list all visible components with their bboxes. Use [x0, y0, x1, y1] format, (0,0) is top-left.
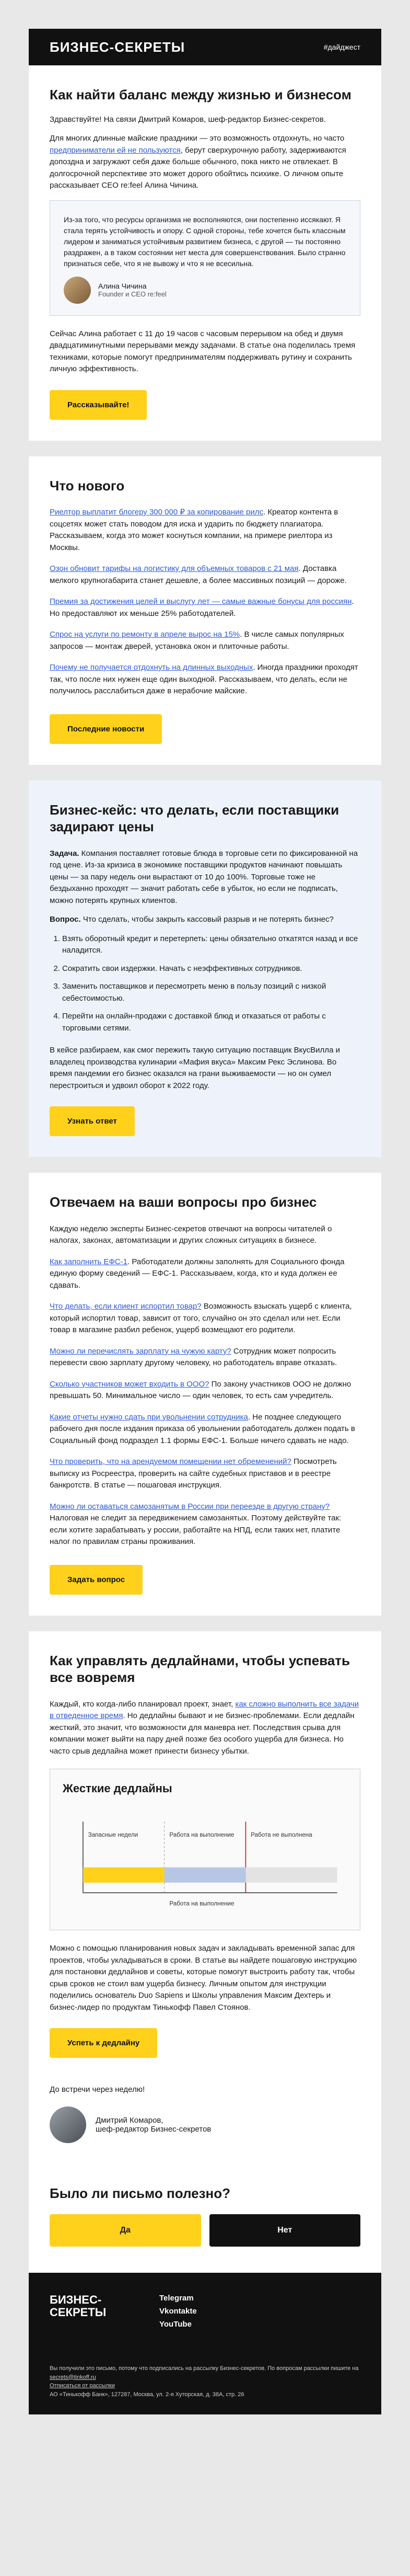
- case-option: 2. Сократить свои издержки. Начать с неэффективных сотрудников.: [62, 963, 360, 975]
- case-section: [29, 781, 381, 1158]
- intro-paragraph: Для многих длинные майские праздники — это возможность отдохнуть, но часто предприниматели ей не пользуются, берут сверхурочную работу, задерживаются допоздна и загружают себя даже больше обычного, пока никто не отвлекает. В долгосрочной перспективе это может дорого обойтись психике. О личном опыте рассказывает CEO re:feel Алина Чичина.: [50, 134, 346, 190]
- editor-name: Дмитрий Комаров,: [96, 2115, 163, 2125]
- news-item: Премия за достижения целей и выслугу лет — самые важные бонусы для россиян. Но предоставляют их меньше 25% работодателей.: [50, 597, 354, 618]
- qa-item: Что проверить, что на арендуемом помещении нет обременений? Посмотреть выписку из Росреестра, проверить на сайте судебных приставов и в реестре банкротств. В статье — пошаговая инструкция.: [50, 1457, 337, 1490]
- editor-signature: [50, 2106, 360, 2143]
- deadlines-section: [29, 1631, 381, 2079]
- case-option: 1. Взять оборотный кредит и перетерпеть: цены обязательно откатятся назад и все наладится.: [62, 933, 360, 957]
- telegram-link[interactable]: Telegram: [159, 2294, 194, 2303]
- company-address: АО «Тинькофф Банк», 127287, Москва, ул. 2-я Хуторская, д. 38А, стр. 26: [50, 2391, 244, 2398]
- feedback-no-button[interactable]: Нет: [209, 2214, 361, 2247]
- case-answer-button[interactable]: Узнать ответ: [50, 1106, 135, 1136]
- author-avatar: [64, 277, 91, 304]
- deadlines-p2: Можно с помощью планирования новых задач и закладывать временной запас для проектов, чтобы укладываться в сроки. В статье вы найдете пошаговую инструкцию для постановки дедлайнов и советы, которые помогут выстроить работу так, чтобы срыв сроков не стоил вам ущерба бизнесу. Личным опытом для инструкции поделились основатель Duo Sapiens и Школы управления Максим Дехтерь и бизнес-лидер по продуктам Тинькофф Павел Стоянов.: [50, 1944, 357, 2012]
- footer-logo[interactable]: БИЗНЕС- СЕКРЕТЫ: [50, 2293, 107, 2319]
- news-link[interactable]: Риелтор выплатит блогеру 300 000 ₽ за копирование рилс: [50, 508, 263, 517]
- signature-section: [29, 2079, 381, 2164]
- email-footer: [29, 2273, 381, 2414]
- qa-section: [29, 1173, 381, 1616]
- quote-text: Из-за того, что ресурсы организма не восполняются, они постепенно иссякают. Я стала терять устойчивость и опору. С одной стороны, тебе хочется быть классным лидером и заниматься устойчивым развитием бизнеса, с другой — ты постоянно раздражен, а в таком состоянии нет места для совершенствования. Было странно признаться себе, что я не вывожу и что я не всесильна.: [64, 215, 346, 268]
- case-task: Задача. Компания поставляет готовые блюда в торговые сети по фиксированной на год цене. Из-за кризиса в экономике поставщики продуктов начинают повышать цены — за пару недель они вырастают от 10 до 100%. Торговые тоже не бездыханно проходят — значит работать себе в убыток, но если не подписать, можно потерять крупных клиентов.: [50, 849, 358, 905]
- news-item: Озон обновит тарифы на логистику для объемных товаров с 21 мая. Доставка мелкого крупногабарита станет дешевле, а более массивных позиций — дороже.: [50, 564, 347, 585]
- ask-question-button[interactable]: Задать вопрос: [50, 1565, 143, 1595]
- news-section: [29, 456, 381, 765]
- feedback-yes-button[interactable]: Да: [50, 2214, 201, 2247]
- editor-avatar: [50, 2106, 86, 2143]
- qa-item: Можно ли оставаться самозанятым в России при переезде в другую страну? Налоговая не следит за передвижением самозанятых. Поэтому действуйте так: если хотите зарабатывать у россии, работайте на НПД, если таких нет, платите налог по правилам страны проживания.: [50, 1502, 342, 1546]
- intro-closing: Сейчас Алина работает с 11 до 19 часов с часовым перерывом на обед и двумя двадцатиминутными перерывами между задачами. В статье она поделилась тремя техниками, которые помогут предпринимателям поддерживать рутину и сохранить личную эффективность.: [50, 329, 356, 373]
- news-item: Риелтор выплатит блогеру 300 000 ₽ за копирование рилс. Креатор контента в соцсетях может стать поводом для иска и ударить по бюджету плагиатора. Рассказываем, когда это может коснуться компании, на примере риелтора из Москвы.: [50, 508, 338, 552]
- news-link[interactable]: Премия за достижения целей и выслугу лет — самые важные бонусы для россиян: [50, 597, 352, 606]
- label-a: Запасные недели: [88, 1831, 138, 1839]
- deadlines-p1: Каждый, кто когда-либо планировал проект, знает, как сложно выполнить все задачи в отведенное время. Но дедлайны бывают и не бизнес-проблемами. Если дедлайн жесткий, это значит, что возможности для маневра нет. Последствия срыва для компании может выйти на пару дней позже без особого ущерба для бизнеса. Но часто срыв дедлайна может принести бизнесу убытки.: [50, 1699, 359, 1756]
- qa-link[interactable]: Сколько участников может входить в ООО?: [50, 1379, 209, 1389]
- qa-item: Сколько участников может входить в ООО? По закону участников ООО не должно превышать 50. Минимальное число — один человек, то есть сам учредитель.: [50, 1379, 352, 1400]
- case-question: Вопрос. Что сделать, чтобы закрыть кассовый разрыв и не потерять бизнес?: [50, 915, 334, 924]
- intro-greeting: Здравствуйте! На связи Дмитрий Комаров, шеф-редактор Бизнес-секретов.: [50, 115, 326, 124]
- quote-author: [64, 277, 346, 304]
- feedback-buttons: [50, 2214, 360, 2247]
- case-title: Бизнес-кейс: что делать, если поставщики задирают цены: [50, 802, 339, 834]
- label-d: Работа на выполнение: [169, 1900, 235, 1907]
- digest-tag: #дайджест: [323, 43, 360, 51]
- logo[interactable]: БИЗНЕС-СЕКРЕТЫ: [50, 39, 185, 55]
- timeline-bar-c: [245, 1868, 337, 1883]
- qa-link[interactable]: Как заполнить ЕФС-1: [50, 1257, 128, 1266]
- timeline-bar-a: [83, 1868, 165, 1883]
- qa-item: Какие отчеты нужно сдать при увольнении сотрудника. Не позднее следующего рабочего дня после издания приказа об увольнении работодатель должен подать в Социальный фонд подраздел 1.1 формы ЕФС-1. Больше ничего сдавать не надо.: [50, 1412, 355, 1445]
- news-item: Спрос на услуги по ремонту в апреле вырос на 15%. В числе самых популярных запросов — монтаж дверей, установка окон и плиточные работы.: [50, 630, 344, 651]
- author-role: Founder и CEO re:feel: [98, 290, 167, 298]
- vkontakte-link[interactable]: Vkontakte: [159, 2307, 197, 2316]
- qa-link[interactable]: Что проверить, что на арендуемом помещении нет обременений?: [50, 1457, 291, 1466]
- label-b: Работа на выполнение: [169, 1831, 235, 1839]
- footer-top: [50, 2294, 360, 2333]
- news-link[interactable]: Спрос на услуги по ремонту в апреле вырос на 15%: [50, 630, 240, 639]
- deadlines-button[interactable]: Успеть к дедлайну: [50, 2028, 157, 2058]
- qa-link[interactable]: Можно ли оставаться самозанятым в России при переезде в другую страну?: [50, 1502, 330, 1511]
- feedback-title: Было ли письмо полезно?: [50, 2185, 230, 2201]
- news-item: Почему не получается отдохнуть на длинных выходных. Иногда праздники проходят так, что после них нужен еще один выходной. Рассказываем, что делать, если не получилось расслабиться даже в нерабочие майские.: [50, 663, 358, 695]
- deadlines-illustration: [50, 1769, 360, 1930]
- case-options: [50, 933, 360, 1035]
- goodbye-text: До встречи через неделю!: [50, 2085, 145, 2094]
- feedback-section: [29, 2164, 381, 2273]
- editor-role: шеф-редактор Бизнес-секретов: [96, 2124, 212, 2134]
- illustration-title: Жесткие дедлайны: [63, 1782, 172, 1795]
- timeline-graphic: [63, 1805, 347, 1915]
- qa-title: Отвечаем на ваши вопросы про бизнес: [50, 1194, 317, 1210]
- qa-link[interactable]: Можно ли перечислять зарплату на чужую карту?: [50, 1346, 231, 1356]
- footer-note: Вы получили это письмо, потому что подписались на рассылку Бизнес-секретов. По вопросам рассылки пишите на secrets@tinkoff.ru Отписаться от рассылки АО «Тинькофф Банк», 127287, Москва, ул. 2-я Хуторская, д. 38А, стр. 26: [50, 2364, 360, 2399]
- qa-link[interactable]: Что делать, если клиент испортил товар?: [50, 1302, 202, 1311]
- qa-link[interactable]: Какие отчеты нужно сдать при увольнении сотрудника: [50, 1412, 248, 1422]
- news-link[interactable]: Почему не получается отдохнуть на длинных выходных: [50, 663, 253, 672]
- read-story-button[interactable]: Рассказывайте!: [50, 390, 147, 420]
- timeline-bar-b: [165, 1868, 246, 1883]
- case-conclusion: В кейсе разбираем, как смог пережить такую ситуацию поставщик ВкусВилла и владелец производства кулинарии «Мафия вкуса» Максим Рекс Эслинова. Во время пандемии его бизнес оказался на грани выживаемости — но он сумел перестроиться и удвоил оборот к 2022 году.: [50, 1046, 340, 1090]
- unsubscribe-link[interactable]: Отписаться от рассылки: [50, 2383, 115, 2389]
- social-links: [159, 2294, 197, 2333]
- author-name: Алина Чичина: [98, 282, 147, 290]
- case-option: 3. Заменить поставщиков и пересмотреть меню в пользу позиций с низкой себестоимостью.: [62, 981, 360, 1004]
- qa-item: Можно ли перечислять зарплату на чужую карту? Сотрудник может попросить перевести свою зарплату другому человеку, но работодатель вправе отказать.: [50, 1346, 337, 1367]
- intro-link[interactable]: предприниматели ей не пользуются: [50, 145, 181, 155]
- label-c: Работа не выполнена: [251, 1831, 312, 1839]
- qa-item: Что делать, если клиент испортил товар? Возможность взыскать ущерб с клиента, который испортил товар, зависит от того, случайно он это сделал или нет. Если товар в магазине разбил ребенок, ущерб возмещают его родители.: [50, 1302, 352, 1334]
- case-option: 4. Перейти на онлайн-продажи с доставкой блюд и отказаться от работы с торговыми сетями.: [62, 1011, 360, 1034]
- deadlines-link[interactable]: как сложно выполнить все задачи в отведенное время: [50, 1699, 359, 1720]
- news-link[interactable]: Озон обновит тарифы на логистику для объемных товаров с 21 мая: [50, 564, 299, 573]
- news-title: Что нового: [50, 477, 125, 494]
- quote-block: [50, 200, 360, 316]
- qa-intro: Каждую неделю эксперты Бизнес-секретов отвечают на вопросы читателей о налогах, законах, автоматизации и других сложных ситуациях в бизнесе.: [50, 1224, 332, 1245]
- youtube-link[interactable]: YouTube: [159, 2320, 192, 2329]
- latest-news-button[interactable]: Последние новости: [50, 714, 162, 744]
- qa-item: Как заполнить ЕФС-1. Работодатели должны заполнять для Социального фонда единую форму сведений — ЕФС-1. Рассказываем, когда, кто и куда должен ее сдавать.: [50, 1257, 345, 1290]
- deadlines-title: Как управлять дедлайнами, чтобы успевать все вовремя: [50, 1652, 350, 1685]
- contact-email-link[interactable]: secrets@tinkoff.ru: [50, 2374, 96, 2380]
- email-header: [29, 29, 381, 65]
- intro-title: Как найти баланс между жизнью и бизнесом: [50, 87, 352, 102]
- intro-section: [29, 65, 381, 441]
